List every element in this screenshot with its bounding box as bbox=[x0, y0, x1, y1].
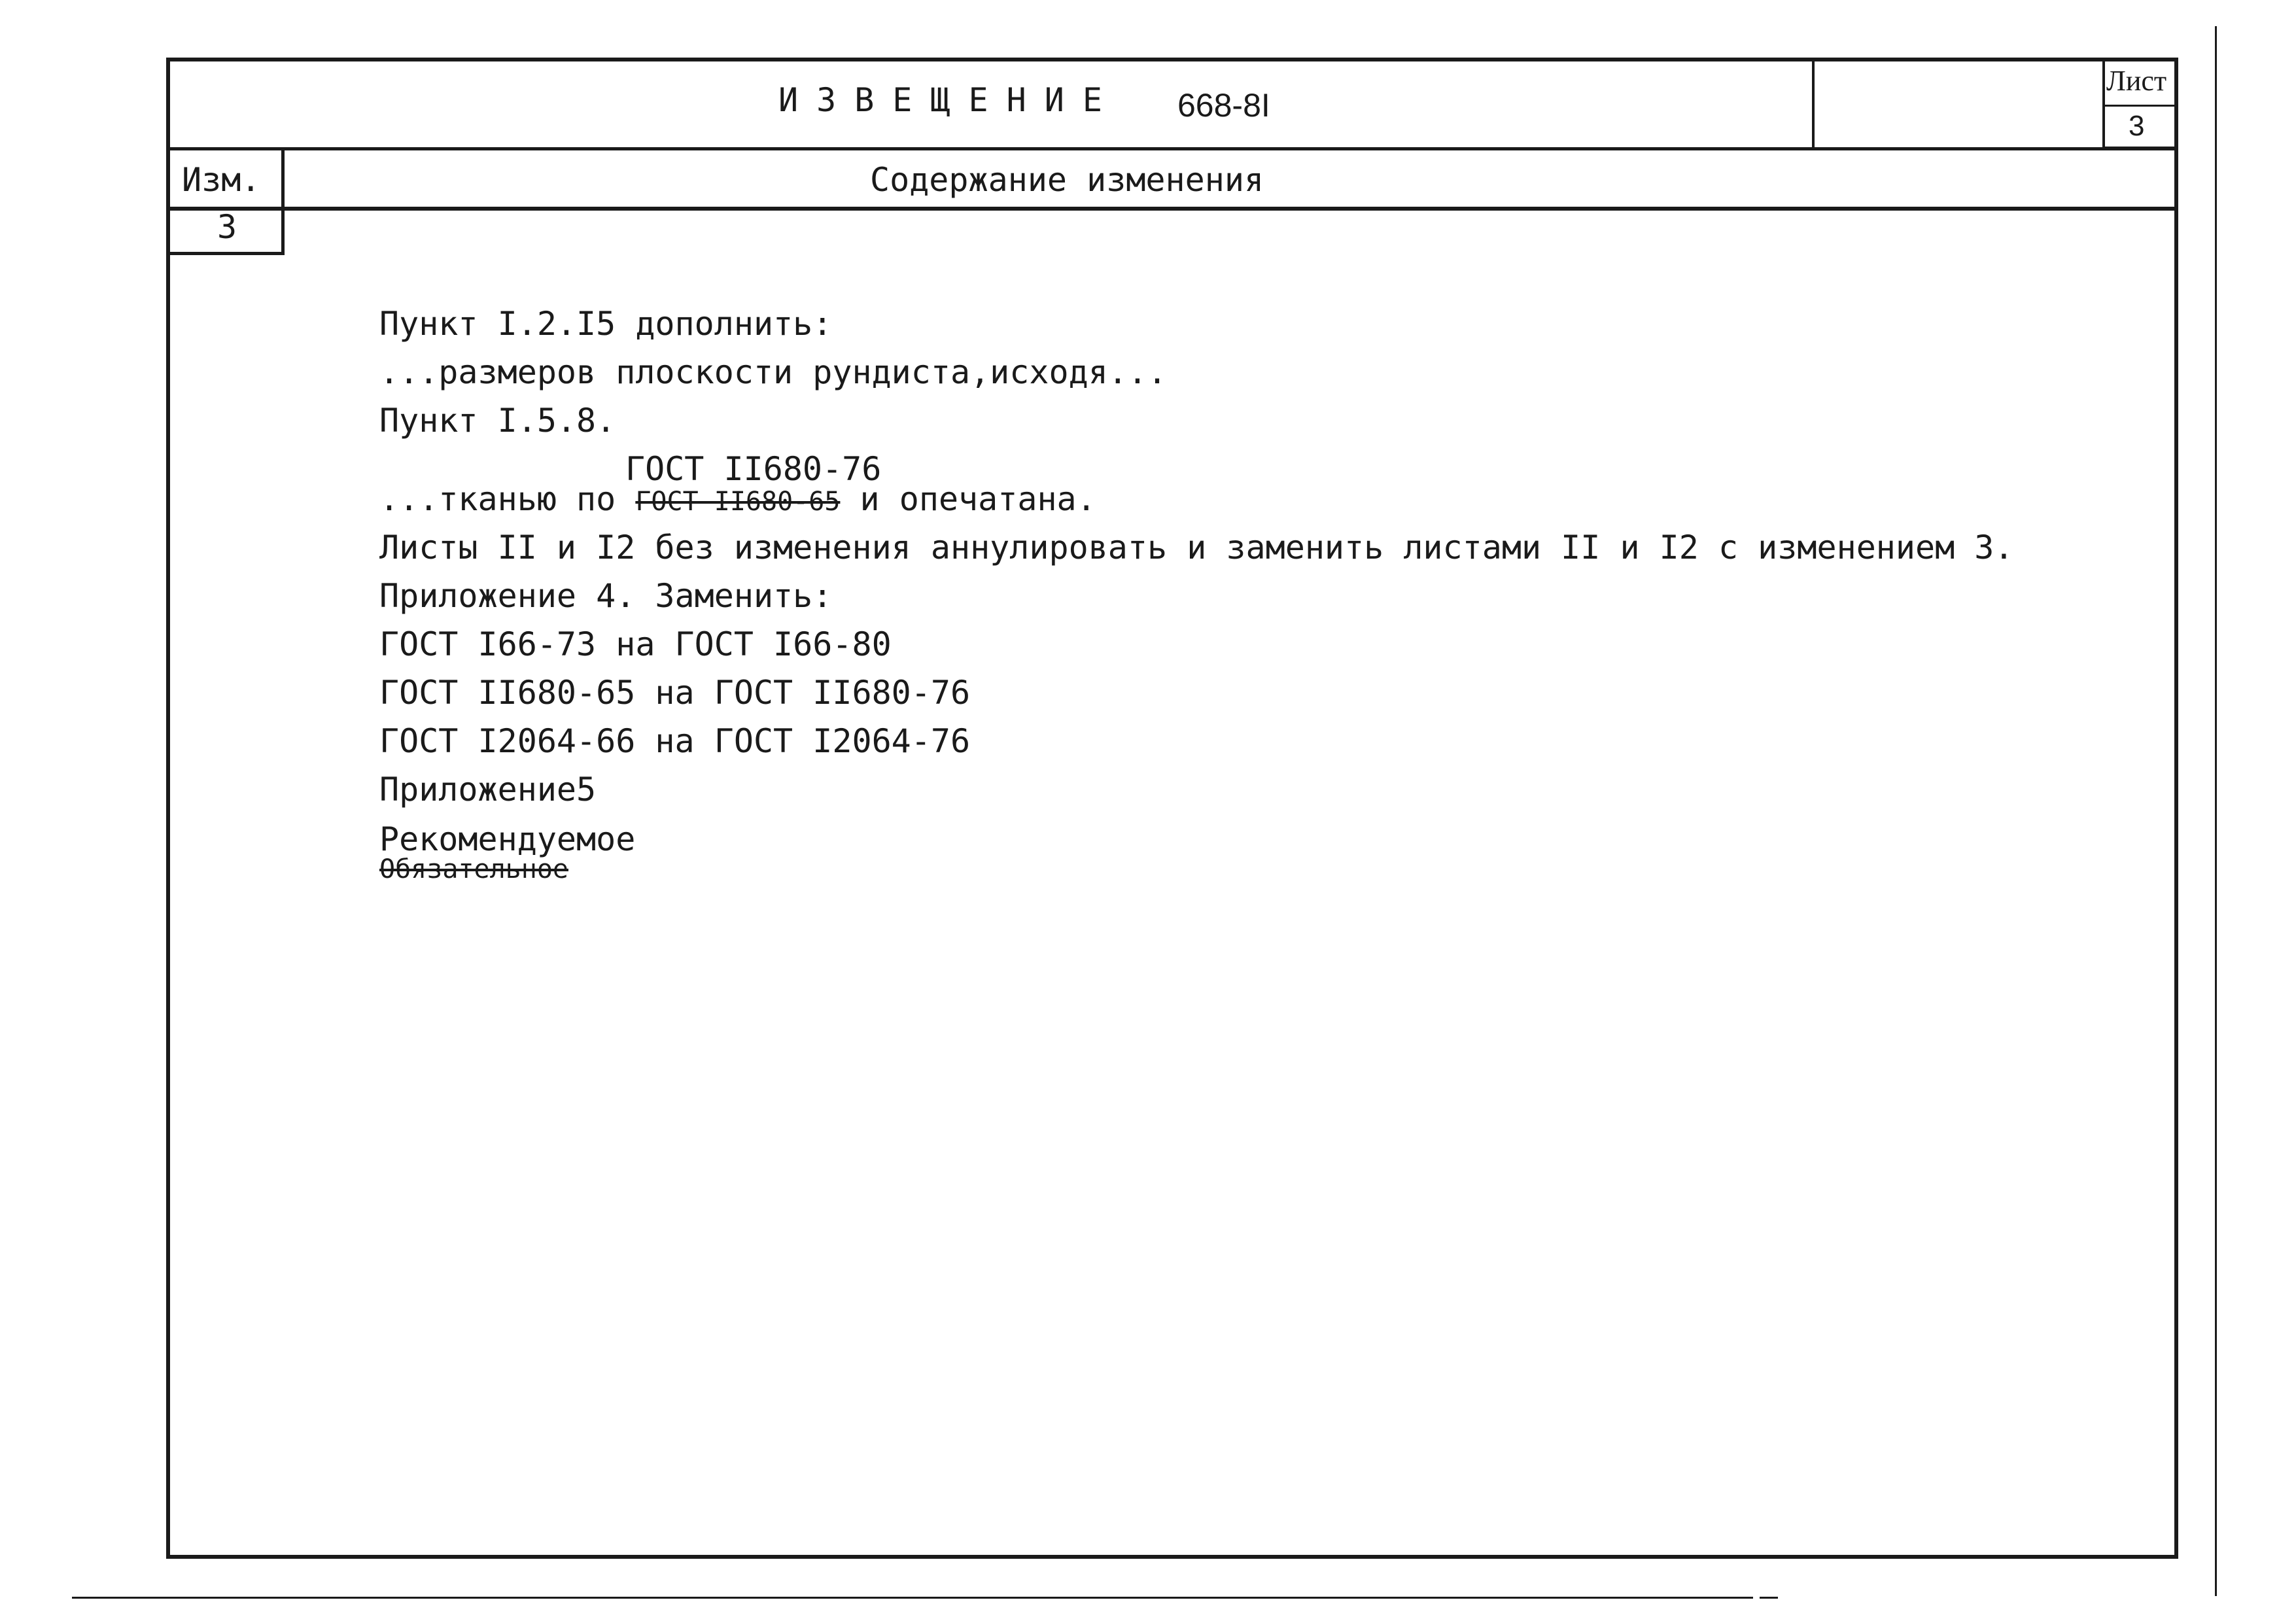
change-number-header: Изм. bbox=[182, 161, 261, 199]
notice-number: 668-8I bbox=[1177, 87, 1270, 124]
sheet-value: 3 bbox=[2129, 110, 2145, 142]
change-number-value: 3 bbox=[217, 208, 237, 246]
right-margin-rule bbox=[2215, 26, 2217, 1596]
body-line-3: Пункт I.5.8. bbox=[379, 402, 616, 440]
header-row bbox=[170, 61, 2174, 150]
sheet-number-box bbox=[2102, 58, 2178, 149]
body-line-4 bbox=[379, 480, 1096, 518]
body-line-6: Приложение 4. Заменить: bbox=[379, 577, 833, 615]
body-line-5: Листы II и I2 без изменения аннулировать и заменить листами II и I2 с изменением 3. bbox=[379, 529, 2014, 566]
change-content-header: Содержание изменения bbox=[870, 161, 1264, 199]
body-line-9: ГОСТ I2064-66 на ГОСТ I2064-76 bbox=[379, 722, 971, 760]
body-line-11: Рекомендуемое bbox=[379, 820, 636, 858]
change-number-cell bbox=[170, 208, 285, 255]
body-line-12-struck: Обязательное bbox=[379, 854, 568, 884]
line4-suffix: и опечатана. bbox=[860, 480, 1096, 518]
line4-prefix: ...тканью по bbox=[379, 480, 616, 518]
body-line-8: ГОСТ II680-65 на ГОСТ II680-76 bbox=[379, 674, 971, 712]
column-header-row bbox=[170, 150, 2174, 211]
body-line-10: Приложение5 bbox=[379, 771, 597, 808]
body-line-7: ГОСТ I66-73 на ГОСТ I66-80 bbox=[379, 625, 892, 663]
body-line-2: ...размеров плоскости рундиста,исходя... bbox=[379, 353, 1168, 391]
change-notice-form bbox=[166, 58, 2178, 1559]
sheet-label: Лист bbox=[2106, 65, 2167, 97]
document-title: ИЗВЕЩЕНИЕ bbox=[778, 81, 1121, 119]
bottom-dash bbox=[1760, 1597, 1778, 1599]
body-line-1: Пункт I.2.I5 дополнить: bbox=[379, 305, 833, 343]
struck-standard: ГОСТ II680-65 bbox=[635, 487, 841, 517]
sheet-divider bbox=[2105, 105, 2176, 107]
header-blank-cell-divider bbox=[1812, 61, 1815, 150]
inserted-standard: ГОСТ II680-76 bbox=[625, 450, 882, 488]
bottom-rule bbox=[72, 1597, 1753, 1599]
